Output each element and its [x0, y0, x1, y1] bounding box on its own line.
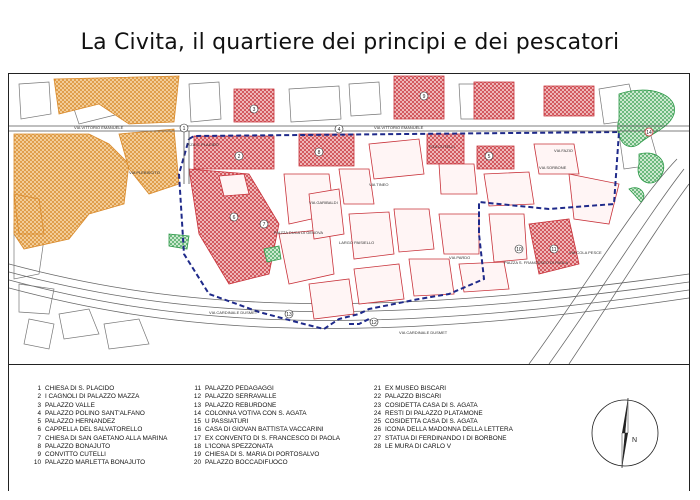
legend-item	[29, 410, 167, 418]
street-label: VIA VITTORIO EMANUELE	[374, 125, 424, 130]
legend-item-number: 6	[37, 426, 41, 434]
marker-11	[550, 245, 558, 253]
legend-item-label: PALAZZO PEDAGAGGI	[205, 385, 274, 392]
marker-4	[335, 125, 343, 133]
legend-item-label: CAPPELLA DEL SALVATORELLO	[45, 426, 143, 434]
legend-item	[29, 385, 167, 393]
svg-text:5: 5	[487, 154, 491, 160]
legend-item-label: COLONNA VOTIVA CON S. AGATA	[205, 409, 307, 417]
legend-item	[29, 418, 167, 426]
legend-item-number: 20	[193, 459, 201, 467]
legend-item-label: RESTI DI PALAZZO PLATAMONE	[385, 409, 483, 417]
legend-item	[369, 418, 513, 426]
legend-item-label: L'ICONA SPEZZONATA	[205, 442, 274, 450]
legend-item	[369, 443, 513, 451]
legend-item	[189, 385, 340, 393]
legend-item-number: 12	[193, 393, 201, 401]
legend-item-label: PALAZZO REBURDONE	[205, 401, 277, 409]
legend-item-number: 1	[37, 385, 41, 392]
street-label: VIA COLA PESCE	[569, 250, 602, 255]
svg-text:9: 9	[422, 94, 426, 100]
street-label: P.ZA CUTELLI	[429, 144, 455, 149]
marker-12	[370, 318, 378, 326]
svg-text:13: 13	[286, 312, 292, 318]
map-legend	[9, 364, 689, 491]
legend-item-label: CASA DI GIOVAN BATTISTA VACCARINI	[205, 426, 324, 434]
legend-item-label: CHIESA DI S. MARIA DI PORTOSALVO	[205, 451, 320, 458]
street-label: VIA VITTORIO EMANUELE	[74, 125, 124, 130]
marker-3	[250, 105, 258, 113]
street-label: P.ZA S. PLACIDO	[187, 142, 219, 147]
svg-text:10: 10	[516, 247, 522, 253]
street-label: LARGO PAISIELLO	[339, 240, 375, 245]
legend-item-number: 10	[33, 459, 41, 467]
legend-item	[189, 443, 340, 451]
legend-item-label: PALAZZO VALLE	[45, 401, 95, 409]
legend-item-number: 5	[37, 418, 41, 425]
legend-item-label: PALAZZO BISCARI	[385, 393, 441, 401]
svg-text:2: 2	[237, 154, 241, 160]
street-label: VIA TINEO	[369, 182, 389, 187]
svg-text:7: 7	[262, 222, 266, 228]
legend-item-number: 11	[194, 385, 201, 392]
legend-item-label: PALAZZO BONAJUTO	[45, 442, 111, 450]
legend-item	[369, 410, 513, 418]
legend-item-number: 24	[373, 409, 381, 417]
legend-item-label: LE MURA DI CARLO V	[385, 442, 452, 450]
marker-6	[230, 213, 238, 221]
legend-item	[189, 459, 340, 467]
legend-column-1	[29, 385, 167, 468]
legend-item-label: EX CONVENTO DI S. FRANCESCO DI PAOLA	[205, 434, 341, 442]
svg-text:4: 4	[337, 127, 341, 133]
legend-item-number: 7	[37, 434, 41, 442]
legend-item	[189, 418, 340, 426]
legend-item-label: PALAZZO HERNANDEZ	[45, 418, 116, 425]
legend-item	[369, 435, 513, 443]
legend-item	[369, 402, 513, 410]
legend-item-number: 15	[193, 418, 201, 425]
legend-item-number: 17	[193, 434, 201, 442]
legend-item-label: COSIDETTA CASA DI S. AGATA	[385, 418, 478, 425]
street-label: VIA PARDO	[449, 255, 471, 260]
marker-2	[235, 152, 243, 160]
legend-item	[189, 426, 340, 434]
svg-text:11: 11	[551, 247, 557, 253]
legend-column-2	[189, 385, 340, 468]
legend-item-number: 22	[373, 393, 381, 401]
legend-item-label: PALAZZO POLINO SANT'ALFANO	[45, 409, 145, 417]
legend-item	[29, 402, 167, 410]
legend-item-label: CHIESA DI SAN GAETANO ALLA MARINA	[45, 434, 168, 442]
compass-north-label: N	[632, 437, 638, 444]
legend-item-label: CONVITTO CUTELLI	[45, 451, 106, 458]
legend-item	[369, 393, 513, 401]
legend-item-number: 13	[193, 401, 201, 409]
svg-text:8: 8	[317, 150, 321, 156]
legend-item	[189, 393, 340, 401]
legend-item	[189, 451, 340, 459]
legend-item-number: 8	[37, 442, 41, 450]
legend-item-label: U PASSIATURI	[205, 418, 249, 425]
legend-item-number: 18	[193, 442, 201, 450]
legend-item-number: 28	[373, 442, 381, 450]
legend-item-label: COSIDETTA CASA DI S. AGATA	[385, 401, 478, 409]
compass-rose	[590, 386, 660, 480]
district-map	[9, 74, 689, 364]
marker-5	[485, 152, 493, 160]
legend-item-number: 14	[193, 409, 201, 417]
legend-column-3	[369, 385, 513, 451]
legend-item-number: 26	[373, 426, 381, 434]
marker-14	[645, 128, 653, 136]
legend-item-number: 19	[193, 451, 201, 458]
legend-item-label: CHIESA DI S. PLACIDO	[45, 385, 115, 392]
street-label: PIAZZA S. FRANCESCO DI PAOLA	[504, 260, 569, 265]
street-label: VIA CARDINALE DUSMET	[399, 330, 448, 335]
map-title: La Civita, il quartiere dei principi e dei pescatori	[80, 30, 620, 55]
legend-item	[189, 435, 340, 443]
legend-item	[29, 451, 167, 459]
legend-item-label: STATUA DI FERDINANDO I DI BORBONE	[385, 434, 507, 442]
legend-item-label: PALAZZO BOCCADIFUOCO	[205, 459, 288, 467]
legend-item-number: 16	[193, 426, 201, 434]
street-label: VIA FAZIO	[554, 148, 573, 153]
legend-item-number: 9	[37, 451, 41, 458]
legend-item-number: 2	[37, 393, 41, 401]
legend-item	[29, 435, 167, 443]
marker-1	[180, 124, 188, 132]
legend-item	[29, 426, 167, 434]
legend-item	[369, 426, 513, 434]
legend-item-number: 21	[373, 385, 381, 392]
street-label: VIA SORBONE	[539, 165, 567, 170]
legend-item-label: ICONA DELLA MADONNA DELLA LETTERA	[385, 426, 513, 434]
svg-text:12: 12	[371, 320, 377, 326]
legend-item-number: 27	[373, 434, 381, 442]
legend-item-number: 25	[373, 418, 381, 425]
marker-7	[260, 220, 268, 228]
legend-item	[189, 402, 340, 410]
legend-item	[189, 410, 340, 418]
street-label: VIA PLEBISCITO	[129, 170, 160, 175]
legend-item-number: 23	[373, 401, 381, 409]
legend-item-label: PALAZZO SERRAVALLE	[205, 393, 277, 401]
street-label: VIA GARIBALDI	[309, 200, 338, 205]
svg-text:1: 1	[182, 126, 186, 132]
legend-item-number: 4	[37, 409, 41, 417]
legend-item	[29, 443, 167, 451]
legend-item-number: 3	[37, 401, 41, 409]
street-label: PIAZZA DUCA DI GENOVA	[274, 230, 324, 235]
legend-item-label: I CAGNOLI DI PALAZZO MAZZA	[45, 393, 140, 401]
legend-item-label: PALAZZO MARLETTA BONAJUTO	[45, 459, 146, 467]
svg-text:14: 14	[646, 130, 652, 136]
svg-text:6: 6	[232, 215, 236, 221]
legend-item	[29, 393, 167, 401]
legend-item	[369, 385, 513, 393]
legend-item-label: EX MUSEO BISCARI	[385, 385, 447, 392]
svg-text:3: 3	[252, 107, 256, 113]
marker-9	[420, 92, 428, 100]
street-label: VIA CARDINALE DUSMET	[209, 310, 258, 315]
legend-item	[29, 459, 167, 467]
marker-8	[315, 148, 323, 156]
marker-10	[515, 245, 523, 253]
marker-13	[285, 310, 293, 318]
